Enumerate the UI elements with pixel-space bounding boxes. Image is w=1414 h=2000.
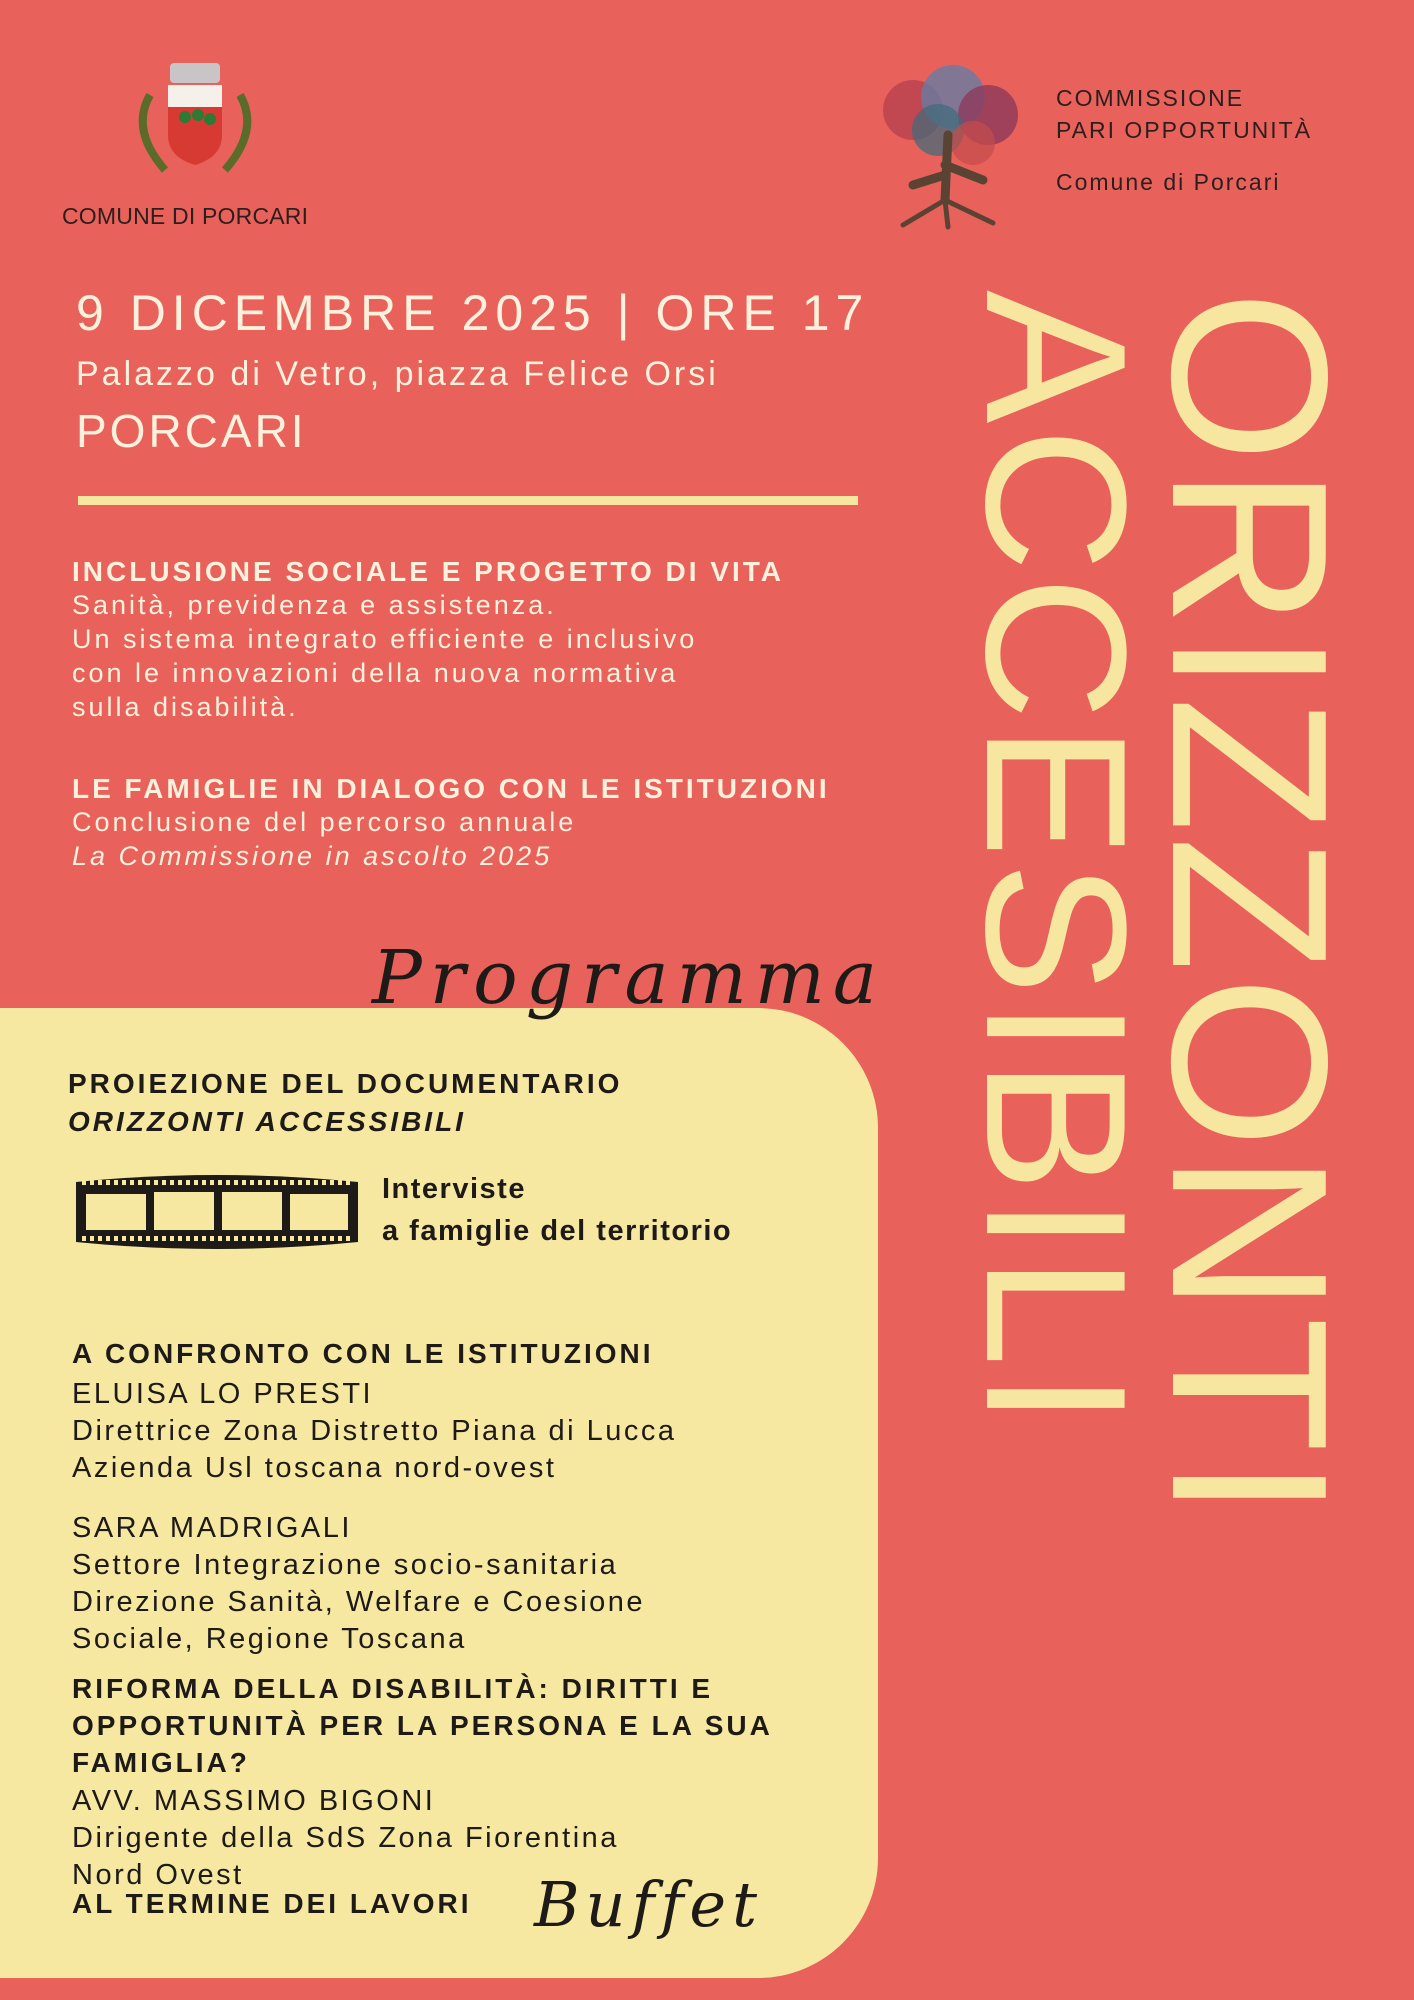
film-perforation	[218, 1236, 222, 1241]
film-perforation	[170, 1236, 174, 1241]
film-perforation	[234, 1180, 238, 1185]
film-perforation	[122, 1236, 126, 1241]
film-perforation	[258, 1236, 262, 1241]
film-perforation	[98, 1236, 102, 1241]
film-perforation	[330, 1180, 334, 1185]
film-strip-icon	[72, 1170, 362, 1254]
speaker1-role2: Azienda Usl toscana nord-ovest	[72, 1452, 557, 1484]
confronto-heading: A CONFRONTO CON LE ISTITUZIONI	[72, 1338, 654, 1369]
interviews-line1: Interviste	[382, 1173, 526, 1205]
film-perforation	[202, 1236, 206, 1241]
film-perforation	[218, 1180, 222, 1185]
info1-line4: sulla disabilità.	[72, 692, 299, 722]
coat-of-arms-icon	[120, 55, 270, 185]
film-perforation	[194, 1180, 198, 1185]
film-perforation	[242, 1180, 246, 1185]
speaker2-block	[72, 1510, 872, 1658]
film-perforation	[194, 1236, 198, 1241]
film-perforation	[202, 1180, 206, 1185]
film-perforation	[178, 1236, 182, 1241]
riforma-block	[72, 1672, 872, 1894]
film-perforation	[274, 1180, 278, 1185]
commission-block	[1056, 82, 1376, 198]
film-perforation	[314, 1180, 318, 1185]
film-perforation	[82, 1236, 86, 1241]
film-perforation	[266, 1236, 270, 1241]
projection-block	[68, 1068, 848, 1138]
film-perforation	[122, 1180, 126, 1185]
film-perforation	[306, 1236, 310, 1241]
film-perforation	[298, 1180, 302, 1185]
commission-line2: PARI OPPORTUNITÀ	[1056, 117, 1313, 143]
title-accessibili: ACCESIBILI	[944, 290, 1167, 1431]
speaker3-role1: Dirigente della SdS Zona Fiorentina	[72, 1822, 619, 1854]
film-perforation	[82, 1180, 86, 1185]
film-perforation	[298, 1236, 302, 1241]
film-perforation	[338, 1236, 342, 1241]
film-perforation	[242, 1236, 246, 1241]
projection-heading: PROIEZIONE DEL DOCUMENTARIO	[68, 1068, 623, 1099]
film-perforation	[138, 1180, 142, 1185]
film-perforation	[322, 1180, 326, 1185]
film-perforation	[274, 1236, 278, 1241]
film-perforation	[146, 1180, 150, 1185]
film-perforation	[282, 1180, 286, 1185]
film-perforation	[130, 1236, 134, 1241]
film-perforation	[282, 1236, 286, 1241]
info1-line3: con le innovazioni della nuova normativa	[72, 658, 679, 688]
riforma-line3: FAMIGLIA?	[72, 1747, 250, 1778]
film-perforation	[106, 1180, 110, 1185]
film-perforation	[338, 1180, 342, 1185]
riforma-line1: RIFORMA DELLA DISABILITÀ: DIRITTI E	[72, 1673, 714, 1704]
film-perforation	[250, 1236, 254, 1241]
info2-line2: La Commissione in ascolto 2025	[72, 841, 553, 871]
film-perforation	[162, 1180, 166, 1185]
film-perforation	[138, 1236, 142, 1241]
speaker3-name: AVV. MASSIMO BIGONI	[72, 1785, 436, 1817]
riforma-line2: OPPORTUNITÀ PER LA PERSONA E LA SUA	[72, 1710, 773, 1741]
title-orizzonti: ORIZZONTI	[1125, 290, 1373, 1523]
film-perforation	[130, 1180, 134, 1185]
projection-title: ORIZZONTI ACCESSIBILI	[68, 1106, 466, 1137]
film-perforation	[226, 1180, 230, 1185]
film-perforation	[146, 1236, 150, 1241]
comune-label: COMUNE DI PORCARI	[62, 203, 309, 229]
film-perforation	[106, 1236, 110, 1241]
info1-line1: Sanità, previdenza e assistenza.	[72, 590, 557, 620]
film-perforation	[170, 1180, 174, 1185]
info2-heading: LE FAMIGLIE IN DIALOGO CON LE ISTITUZIONI	[72, 773, 830, 804]
buffet-label: Buffet	[534, 1868, 763, 1941]
film-perforation	[210, 1236, 214, 1241]
film-perforation	[114, 1180, 118, 1185]
closing-text: AL TERMINE DEI LAVORI	[72, 1888, 472, 1919]
film-perforation	[266, 1180, 270, 1185]
speaker3-role2: Nord Ovest	[72, 1859, 244, 1891]
film-perforation	[210, 1180, 214, 1185]
film-perforation	[162, 1236, 166, 1241]
film-perforation	[258, 1180, 262, 1185]
info1-line2: Un sistema integrato efficiente e inclusivo	[72, 624, 698, 654]
film-perforation	[154, 1236, 158, 1241]
film-perforation	[346, 1236, 350, 1241]
tree-icon	[873, 65, 1028, 230]
film-perforation	[114, 1236, 118, 1241]
film-perforation	[186, 1180, 190, 1185]
info-block-famiglie	[72, 773, 902, 873]
film-perforation	[290, 1236, 294, 1241]
commission-sub: Comune di Porcari	[1056, 169, 1281, 195]
event-date: 9 DICEMBRE 2025 | ORE 17	[76, 285, 870, 341]
event-city: PORCARI	[76, 405, 307, 457]
film-perforation	[250, 1180, 254, 1185]
interviews-text	[382, 1168, 852, 1252]
film-perforation	[322, 1236, 326, 1241]
programma-label: Programma	[372, 935, 886, 1021]
info2-line1: Conclusione del percorso annuale	[72, 807, 577, 837]
event-venue: Palazzo di Vetro, piazza Felice Orsi	[76, 355, 719, 393]
divider	[78, 496, 858, 505]
speaker2-role1: Settore Integrazione socio-sanitaria	[72, 1549, 619, 1581]
interviews-line2: a famiglie del territorio	[382, 1215, 733, 1247]
speaker2-name: SARA MADRIGALI	[72, 1512, 352, 1544]
film-perforation	[90, 1180, 94, 1185]
film-perforation	[234, 1236, 238, 1241]
film-perforation	[314, 1236, 318, 1241]
film-perforation	[178, 1180, 182, 1185]
film-perforation	[226, 1236, 230, 1241]
confronto-block	[72, 1338, 872, 1487]
speaker2-role2: Direzione Sanità, Welfare e Coesione	[72, 1586, 646, 1618]
film-perforation	[186, 1236, 190, 1241]
commission-line1: COMMISSIONE	[1056, 85, 1245, 111]
film-perforation	[90, 1236, 94, 1241]
film-perforation	[154, 1180, 158, 1185]
speaker2-role3: Sociale, Regione Toscana	[72, 1623, 467, 1655]
film-perforation	[98, 1180, 102, 1185]
info-block-inclusione	[72, 556, 892, 724]
info1-heading: INCLUSIONE SOCIALE E PROGETTO DI VITA	[72, 556, 785, 587]
speaker1-name: ELUISA LO PRESTI	[72, 1378, 374, 1410]
film-perforation	[330, 1236, 334, 1241]
film-perforation	[290, 1180, 294, 1185]
film-perforation	[346, 1180, 350, 1185]
speaker1-role1: Direttrice Zona Distretto Piana di Lucca	[72, 1415, 677, 1447]
film-perforation	[306, 1180, 310, 1185]
